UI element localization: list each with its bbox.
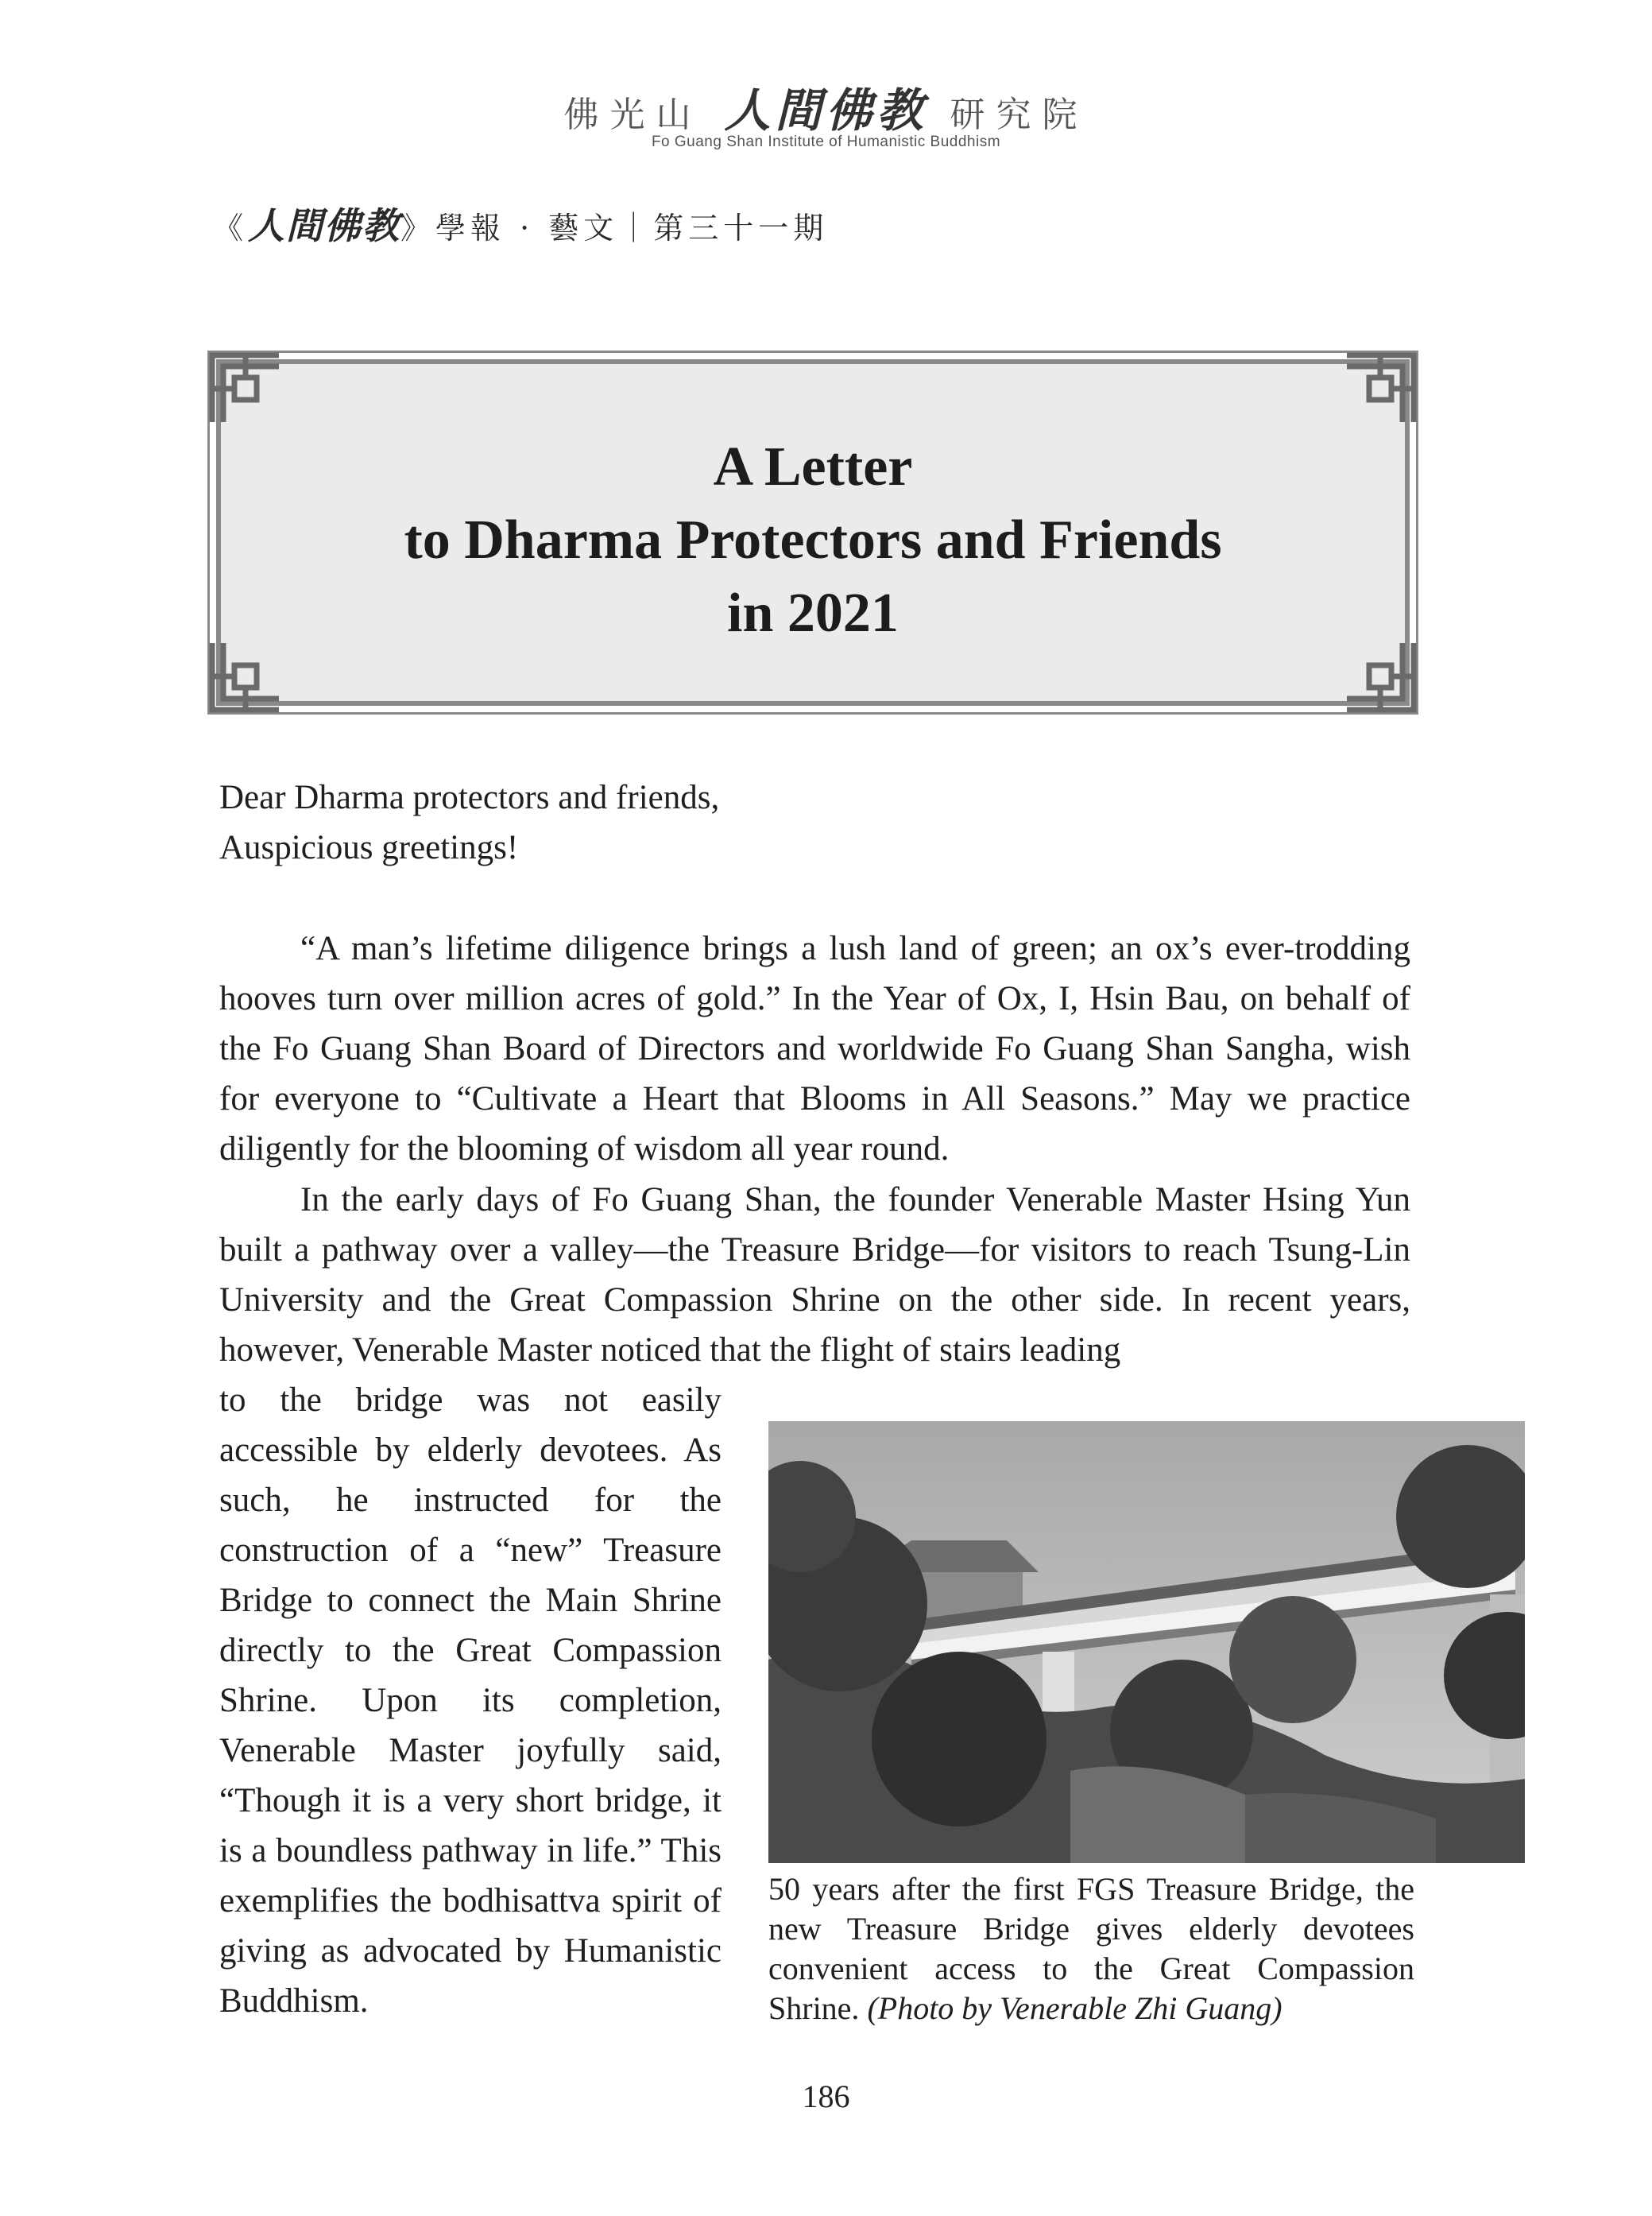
photo-credit: (Photo by Venerable Zhi Guang): [867, 1990, 1283, 2026]
journal-running-head: [213, 197, 828, 250]
paragraph-2-text: In the early days of Fo Guang Shan, the founder Venerable Master Hsing Yun built a pathway over a valley—the Treasure Bridge—for visitors to reach Tsung-Lin University and the Great Compassion Shrine on the other side. In recent years, however, Venerable Master noticed that the flight of stairs leading: [219, 1181, 1410, 1369]
corner-ornament-icon: [1344, 352, 1417, 425]
paragraph-1: [219, 924, 1410, 1174]
institute-name-zh-pre: 佛光山: [563, 95, 702, 135]
journal-mark: 人間佛教: [248, 204, 401, 247]
paragraph-2-continuation: [219, 1375, 722, 2026]
journal-issue: 學報 · 藝文｜第三十一期: [435, 211, 829, 246]
corner-ornament-icon: [1344, 640, 1417, 713]
corner-ornament-icon: [209, 352, 282, 425]
page-number: 186: [802, 2078, 850, 2114]
treasure-bridge-photo: [768, 1421, 1525, 1863]
greeting-line-2: Auspicious greetings!: [219, 829, 519, 866]
paragraph-2-continuation-text: to the bridge was not easily accessible by elderly devotees. As such, he instructed for the construction of a “new” Treasure Bridge to connect the Main Shrine directly to the Great Compassion Shrine. Upon its completion, Venerable Master joyfully said, “Though it is a very short bridge, it is a boundless pathway in life.” This exemplifies the bodhisattva spirit of giving as advocated by Humanistic Buddhism.: [219, 1381, 722, 2020]
title-frame: [216, 359, 1410, 706]
institute-name-zh-post: 研究院: [950, 95, 1089, 135]
corner-ornament-icon: [209, 640, 282, 713]
paragraph-1-text: “A man’s lifetime diligence brings a lush land of green; an ox’s ever-trodding hooves turn over million acres of gold.” In the Year of Ox, I, Hsin Bau, on behalf of the Fo Guang Shan Board of Directors and worldwide Fo Guang Shan Sangha, wish for everyone to “Cultivate a Heart that Blooms in All Seasons.” May we practice diligently for the blooming of wisdom all year round.: [219, 930, 1410, 1168]
institute-name-en: Fo Guang Shan Institute of Humanistic Buddhism: [651, 134, 1001, 150]
title-line-2: to Dharma Protectors and Friends: [404, 509, 1222, 571]
greeting-line-1: Dear Dharma protectors and friends,: [219, 779, 720, 816]
journal-bracket-close: 》: [400, 211, 436, 246]
article-title: [221, 431, 1405, 650]
journal-bracket-open: 《: [213, 211, 249, 246]
paragraph-2: [219, 1175, 1410, 1375]
institute-logo-mark: 人間佛教: [724, 83, 928, 138]
photo-caption: [768, 1869, 1414, 2028]
title-line-3: in 2021: [727, 583, 899, 644]
institute-name-zh: [0, 73, 1652, 140]
greeting: [219, 773, 1411, 873]
bridge-photo-illustration: [768, 1421, 1525, 1863]
photo-caption-text: 50 years after the first FGS Treasure Bridge, the new Treasure Bridge gives elderly devotees convenient access to the Great Compassion Shrine.: [768, 1871, 1414, 2026]
title-line-1: A Letter: [713, 436, 913, 498]
